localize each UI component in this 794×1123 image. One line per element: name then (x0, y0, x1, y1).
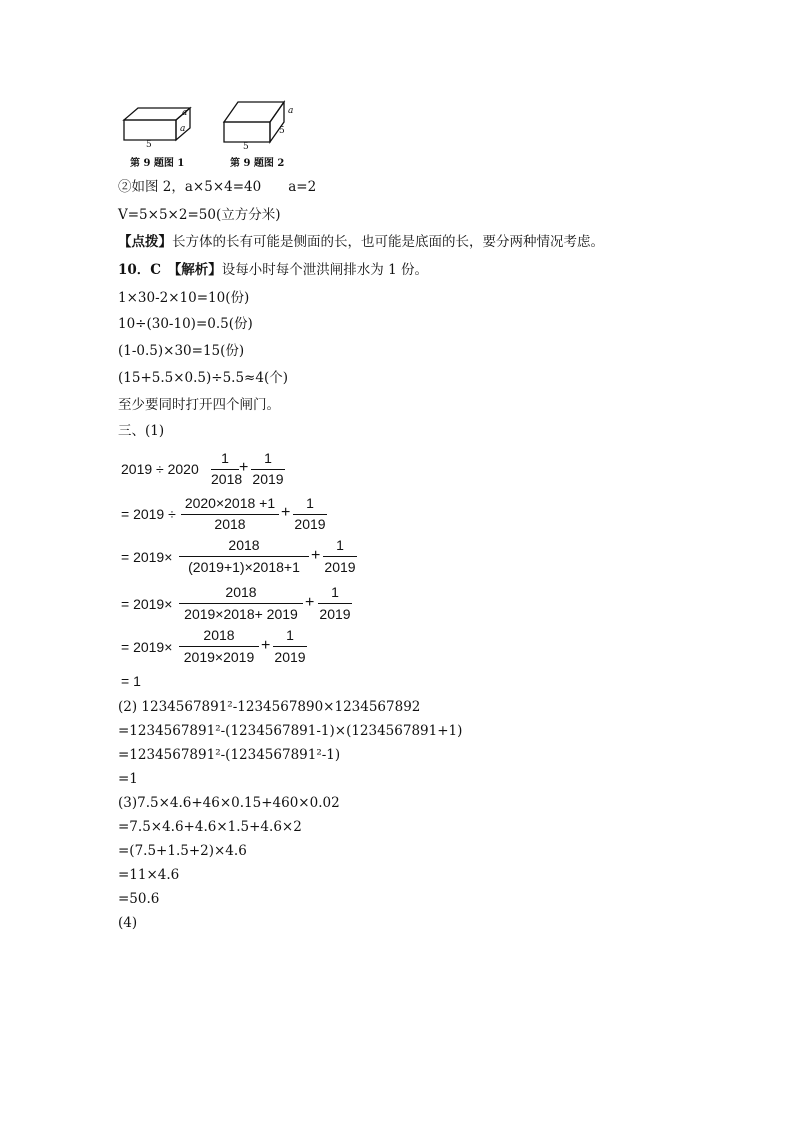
math-row-3-fraction-1 (179, 537, 309, 579)
fraction-denominator: 2018 (211, 471, 243, 487)
plus-sign: + (281, 504, 291, 521)
fraction-denominator: 2019 (319, 606, 351, 622)
part-2-line-2: =1234567891²-(1234567891-1)×(1234567891+1) (118, 723, 463, 739)
q10-step-3: (1-0.5)×30=15(份) (118, 343, 245, 359)
fraction-denominator: 2019×2018+ 2019 (184, 606, 298, 622)
math-row-3-fraction-2 (323, 537, 357, 579)
fraction-numerator: 1 (331, 584, 339, 600)
figure-9-2 (218, 96, 308, 172)
fraction-denominator: (2019+1)×2018+1 (188, 559, 300, 575)
part-3-line-2: =7.5×4.6+4.6×1.5+4.6×2 (118, 819, 302, 835)
math-row-2-fraction-2 (293, 495, 327, 535)
fig1-caption: 第 9 题图 1 (130, 158, 185, 169)
fraction-numerator: 2020×2018 +1 (184, 495, 276, 511)
plus-sign: + (311, 547, 321, 564)
fig1-label-front: 5 (146, 140, 152, 150)
plus-sign: + (261, 637, 271, 654)
fraction-numerator: 1 (221, 450, 229, 466)
math-row-3-lead: = 2019× (121, 549, 173, 565)
math-row-5-fraction-2 (273, 627, 307, 669)
math-row-5-fraction-1 (179, 627, 259, 669)
q9-tip (118, 233, 604, 251)
math-row-1-fraction-2 (251, 450, 285, 490)
part-3-line-1: (3)7.5×4.6+46×0.15+460×0.02 (118, 795, 340, 811)
part-3-line-5: =50.6 (118, 891, 160, 907)
part-4-label: (4) (118, 915, 138, 931)
fraction-numerator: 2018 (228, 537, 260, 553)
fig1-label-side: a (180, 124, 186, 134)
math-row-5-lead: = 2019× (121, 639, 173, 655)
math-row-4-fraction-1 (179, 584, 303, 626)
q10-step-4: (15+5.5×0.5)÷5.5≈4(个) (118, 370, 288, 386)
q9-line-2: V=5×5×2=50(立方分米) (118, 207, 281, 223)
fraction-numerator: 2018 (203, 627, 235, 643)
q10-step-1: 1×30-2×10=10(份) (118, 290, 250, 306)
fraction-numerator: 1 (336, 537, 344, 553)
math-row-2-fraction-1 (181, 495, 279, 535)
math-row-4-fraction-2 (318, 584, 352, 626)
fraction-denominator: 2019 (294, 516, 326, 532)
fraction-numerator: 1 (286, 627, 294, 643)
math-row-1-lead: 2019 ÷ 2020 (121, 461, 199, 477)
math-row-1-fraction-1 (211, 450, 243, 490)
part-3-line-3: =(7.5+1.5+2)×4.6 (118, 843, 247, 859)
fraction-denominator: 2019 (324, 559, 356, 575)
cuboid-drawing-2 (218, 96, 308, 152)
fraction-denominator: 2019 (252, 471, 284, 487)
plus-sign: + (239, 459, 249, 476)
q10-heading-text: 设每小时每个泄洪闸排水为 1 份。 (221, 262, 428, 278)
fraction-denominator: 2019×2019 (183, 649, 255, 665)
fraction-denominator: 2018 (214, 516, 246, 532)
fig2-label-front: 5 (243, 142, 249, 152)
q10-conclusion: 至少要同时打开四个闸门。 (118, 397, 280, 413)
q9-line-1: ②如图 2，a×5×4=40 a=2 (118, 179, 317, 195)
q10-answer-label: 10．C 【解析】 (118, 262, 222, 278)
q10-step-2: 10÷(30-10)=0.5(份) (118, 316, 253, 332)
part-2-line-4: =1 (118, 771, 138, 787)
fig2-caption: 第 9 题图 2 (230, 158, 285, 169)
fig2-label-side: 5 (279, 126, 285, 136)
math-row-2-lead: = 2019 ÷ (121, 506, 176, 522)
part-2-line-3: =1234567891²-(1234567891²-1) (118, 747, 341, 763)
section-3-title: 三、(1) (118, 423, 165, 439)
math-row-6-result: = 1 (121, 673, 141, 689)
fraction-numerator: 2018 (225, 584, 257, 600)
figure-9-1 (118, 100, 198, 172)
tip-label: 【点拨】 (118, 234, 172, 250)
plus-sign: + (305, 594, 315, 611)
part-2-line-1: (2) 1234567891²-1234567890×1234567892 (118, 699, 421, 715)
part-3-line-4: =11×4.6 (118, 867, 180, 883)
fraction-numerator: 1 (306, 495, 314, 511)
tip-text: 长方体的长有可能是侧面的长，也可能是底面的长，要分两种情况考虑。 (172, 234, 604, 250)
fraction-denominator: 2019 (274, 649, 306, 665)
fig1-label-top: a (182, 108, 188, 118)
q10-heading (118, 261, 428, 279)
fraction-numerator: 1 (264, 450, 272, 466)
fig2-label-top: a (288, 106, 294, 116)
math-row-4-lead: = 2019× (121, 596, 173, 612)
